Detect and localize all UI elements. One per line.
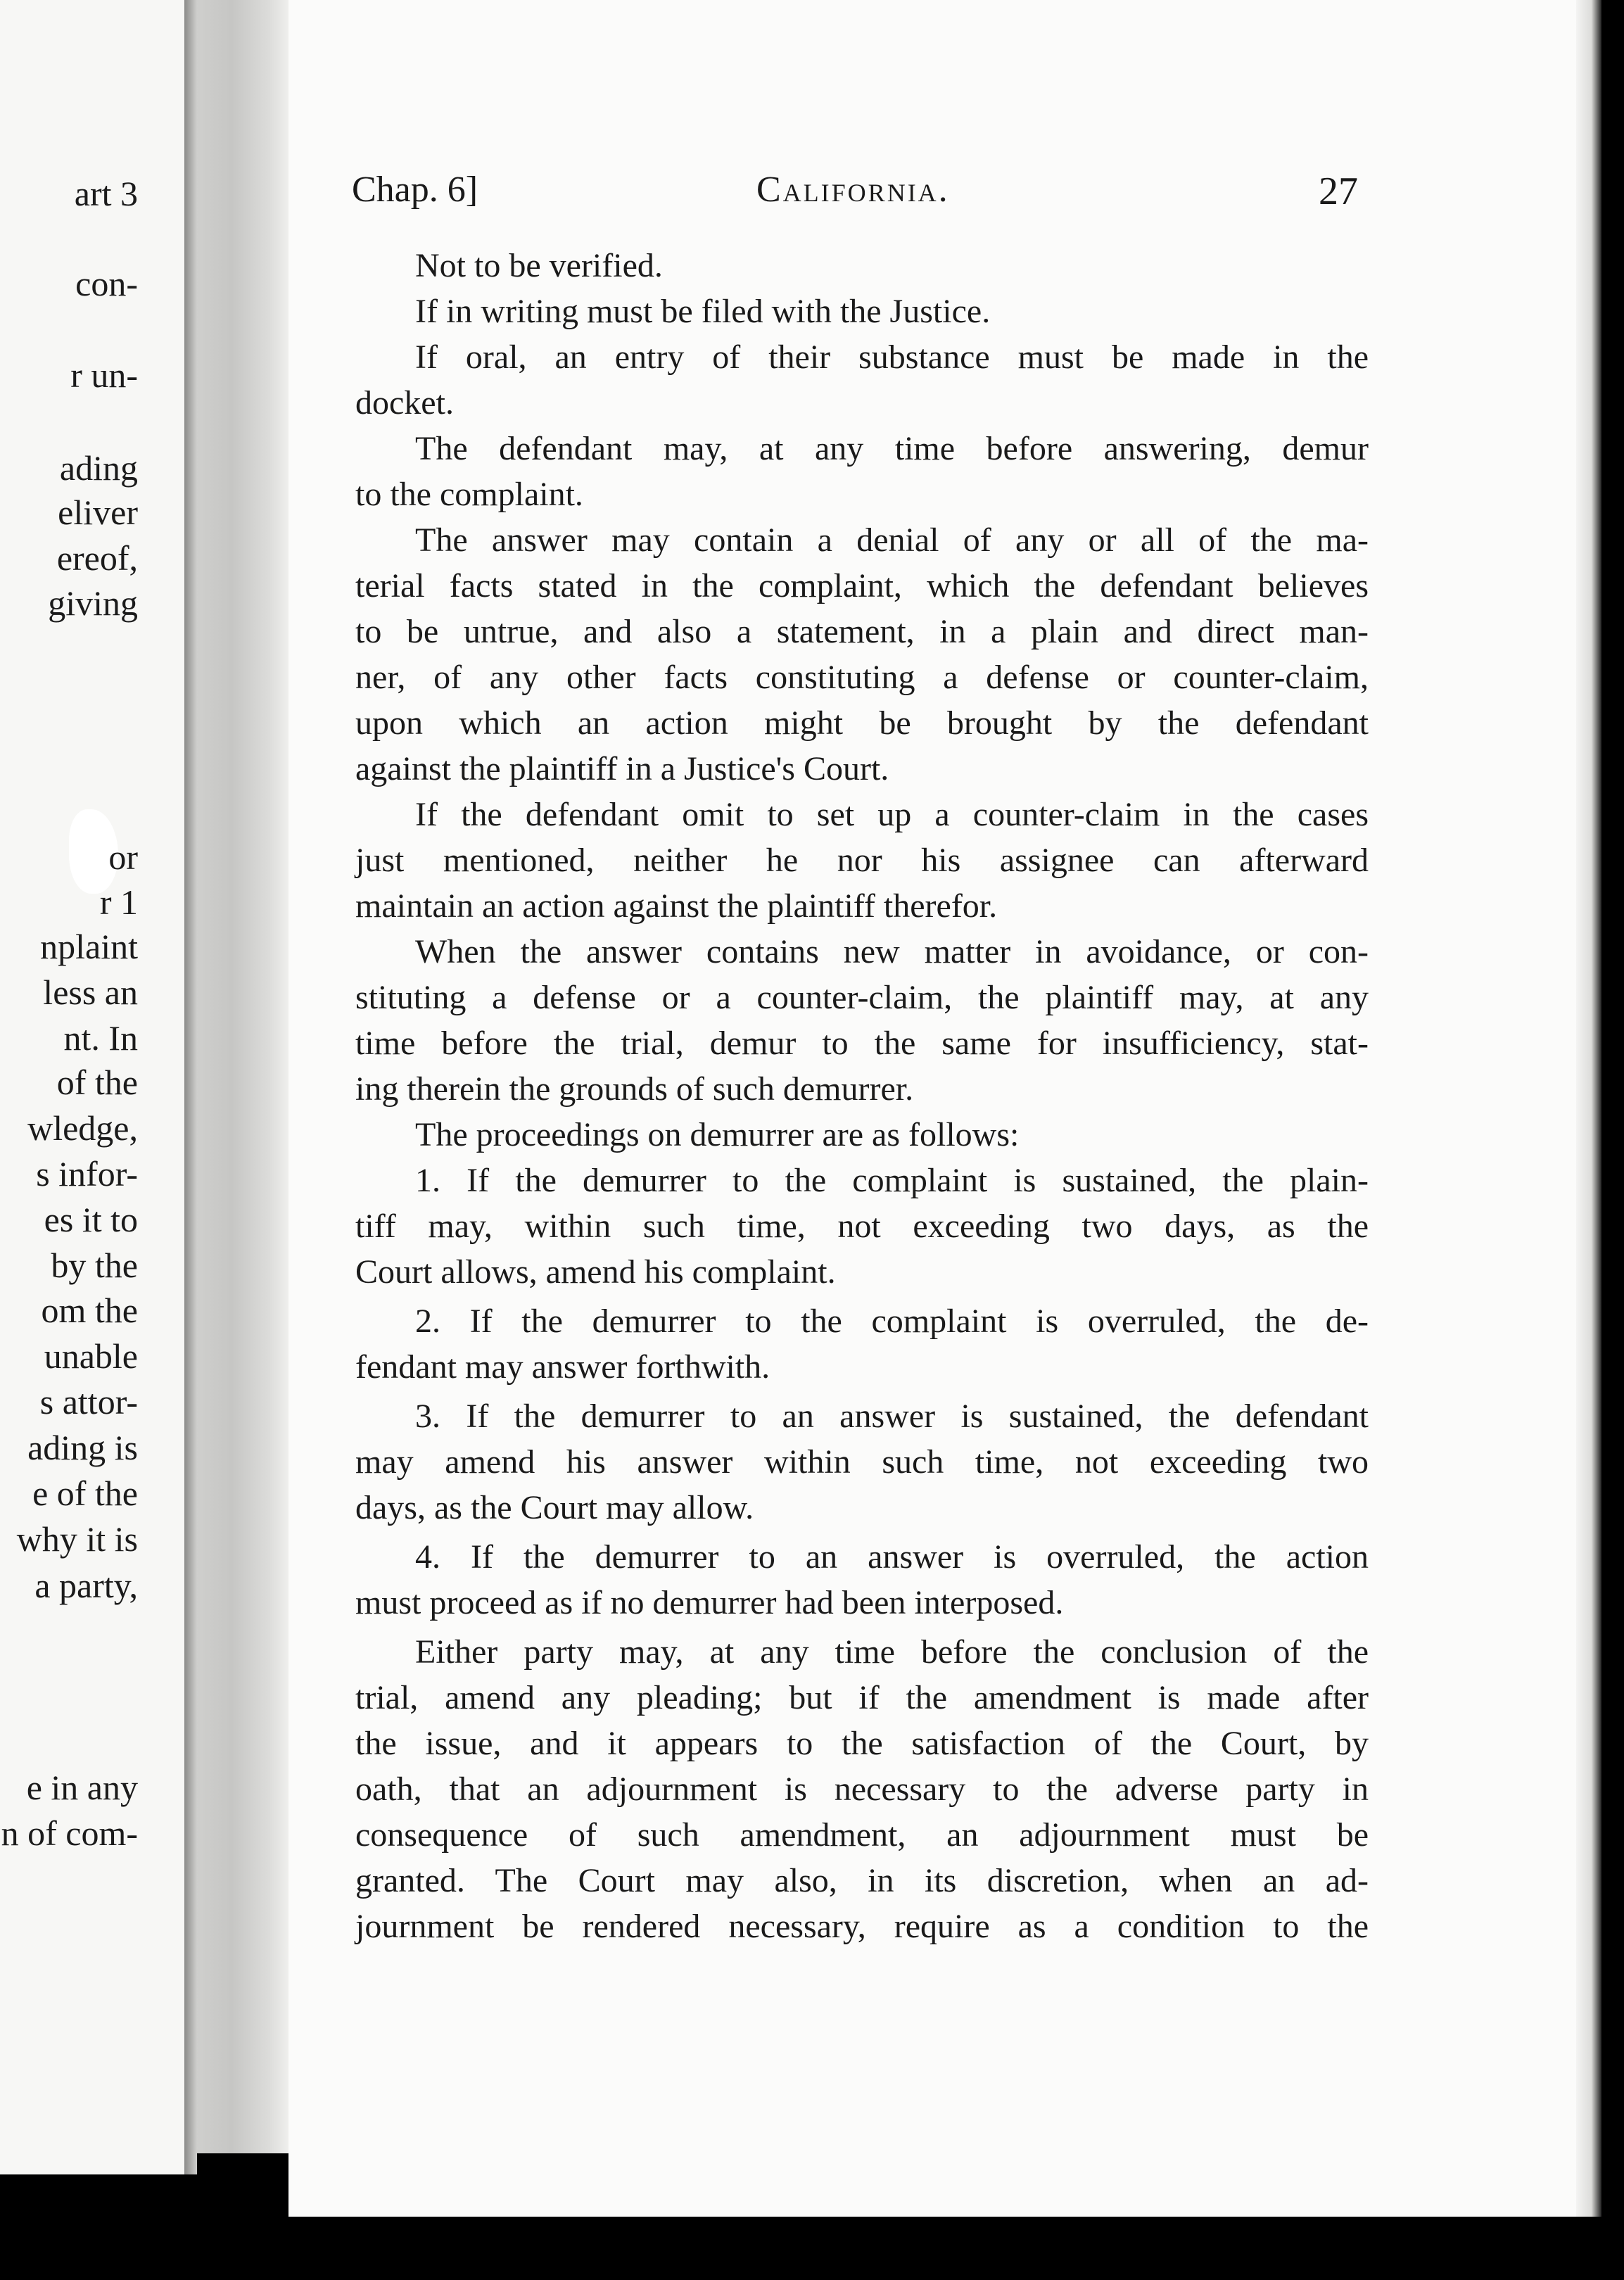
page-number: 27 [1319,170,1358,213]
text-line: granted. The Court may also, in its discretion, when an ad- [355,1862,1369,1899]
text-line: The answer may contain a denial of any or all of the ma- [415,521,1369,559]
left-facing-page [0,0,184,2174]
text-line: The proceedings on demurrer are as follows: [415,1116,1020,1153]
left-page-fragment: r 1 [99,882,138,922]
text-line: against the plaintiff in a Justice's Court. [355,750,889,787]
left-page-fragment: giving [48,583,138,623]
text-line: may amend his answer within such time, not exceeding two [355,1443,1369,1481]
running-title: California. [756,170,950,210]
left-page-fragment: ading [59,448,138,488]
left-page-fragment: of the [56,1063,138,1102]
left-page-fragment: e of the [32,1474,138,1513]
text-line: time before the trial, demur to the same for insufficiency, stat- [355,1025,1369,1062]
text-line: Court allows, amend his complaint. [355,1253,836,1291]
left-page-fragment: s infor- [36,1154,138,1193]
left-page-fragment: con- [75,264,138,303]
text-line: tiff may, within such time, not exceeding two days, as the [355,1208,1369,1245]
text-line: 4. If the demurrer to an answer is overruled, the action [415,1538,1369,1576]
left-page-fragment: n of com- [1,1813,138,1853]
left-page-fragment: nplaint [40,927,138,966]
text-line: When the answer contains new matter in avoidance, or con- [415,933,1369,970]
text-line: upon which an action might be brought by the defendant [355,704,1369,742]
text-line: maintain an action against the plaintiff therefor. [355,887,998,925]
left-page-fragment: nt. In [63,1018,138,1058]
text-line: Not to be verified. [415,247,663,284]
text-line: stituting a defense or a counter-claim, the plaintiff may, at any [355,979,1369,1016]
left-page-fragment: e in any [26,1768,138,1807]
text-line: If oral, an entry of their substance must be made in the [415,338,1369,376]
chapter-reference: Chap. 6] [352,170,478,210]
text-line: to the complaint. [355,476,583,513]
left-page-fragment: why it is [16,1519,138,1559]
text-line: 3. If the demurrer to an answer is sustained, the defendant [415,1398,1369,1435]
running-header [352,169,1365,211]
left-page-fragment: art 3 [74,174,138,213]
book-gutter [184,0,290,2153]
left-page-fragment: es it to [44,1200,138,1239]
text-line: docket. [355,384,454,422]
left-page-fragment: s attor- [39,1382,138,1421]
left-page-fragment: ereof, [56,538,138,578]
text-line: 2. If the demurrer to the complaint is overruled, the de- [415,1303,1369,1340]
text-line: just mentioned, neither he nor his assignee can afterward [355,842,1369,879]
text-line: fendant may answer forthwith. [355,1348,770,1386]
text-line: oath, that an adjournment is necessary to the adverse party in [355,1771,1369,1808]
left-page-fragment: or [108,837,138,877]
text-line: trial, amend any pleading; but if the amendment is made after [355,1679,1369,1716]
left-page-fragment: a party, [34,1566,138,1605]
left-page-fragment: by the [51,1246,138,1285]
left-page-fragment: wledge, [27,1108,138,1148]
text-line: journment be rendered necessary, require as a condition to the [355,1908,1369,1945]
text-line: 1. If the demurrer to the complaint is sustained, the plain- [415,1162,1369,1199]
text-line: ing therein the grounds of such demurrer. [355,1070,914,1108]
right-page-edge [1576,0,1601,2217]
text-line: ner, of any other facts constituting a defense or counter-claim, [355,659,1369,696]
left-page-fragment: ading is [27,1428,138,1467]
left-page-fragment: r un- [70,355,138,395]
scan-border [0,2217,1624,2280]
text-line: the issue, and it appears to the satisfaction of the Court, by [355,1725,1369,1762]
text-line: to be untrue, and also a statement, in a plain and direct man- [355,613,1369,650]
text-line: must proceed as if no demurrer had been interposed. [355,1584,1064,1621]
text-line: If in writing must be filed with the Justice. [415,293,991,330]
text-line: If the defendant omit to set up a counter-claim in the cases [415,796,1369,833]
left-page-fragment: eliver [58,493,138,532]
left-page-fragment: unable [44,1336,138,1376]
text-line: The defendant may, at any time before answering, demur [415,430,1369,467]
text-line: terial facts stated in the complaint, which the defendant believes [355,567,1369,604]
text-line: Either party may, at any time before the conclusion of the [415,1633,1369,1671]
left-page-fragment: less an [43,973,138,1012]
left-page-fragment: om the [41,1291,138,1330]
left-page-edge-shadow [184,0,197,2174]
text-line: consequence of such amendment, an adjournment must be [355,1816,1369,1854]
text-line: days, as the Court may allow. [355,1489,754,1526]
